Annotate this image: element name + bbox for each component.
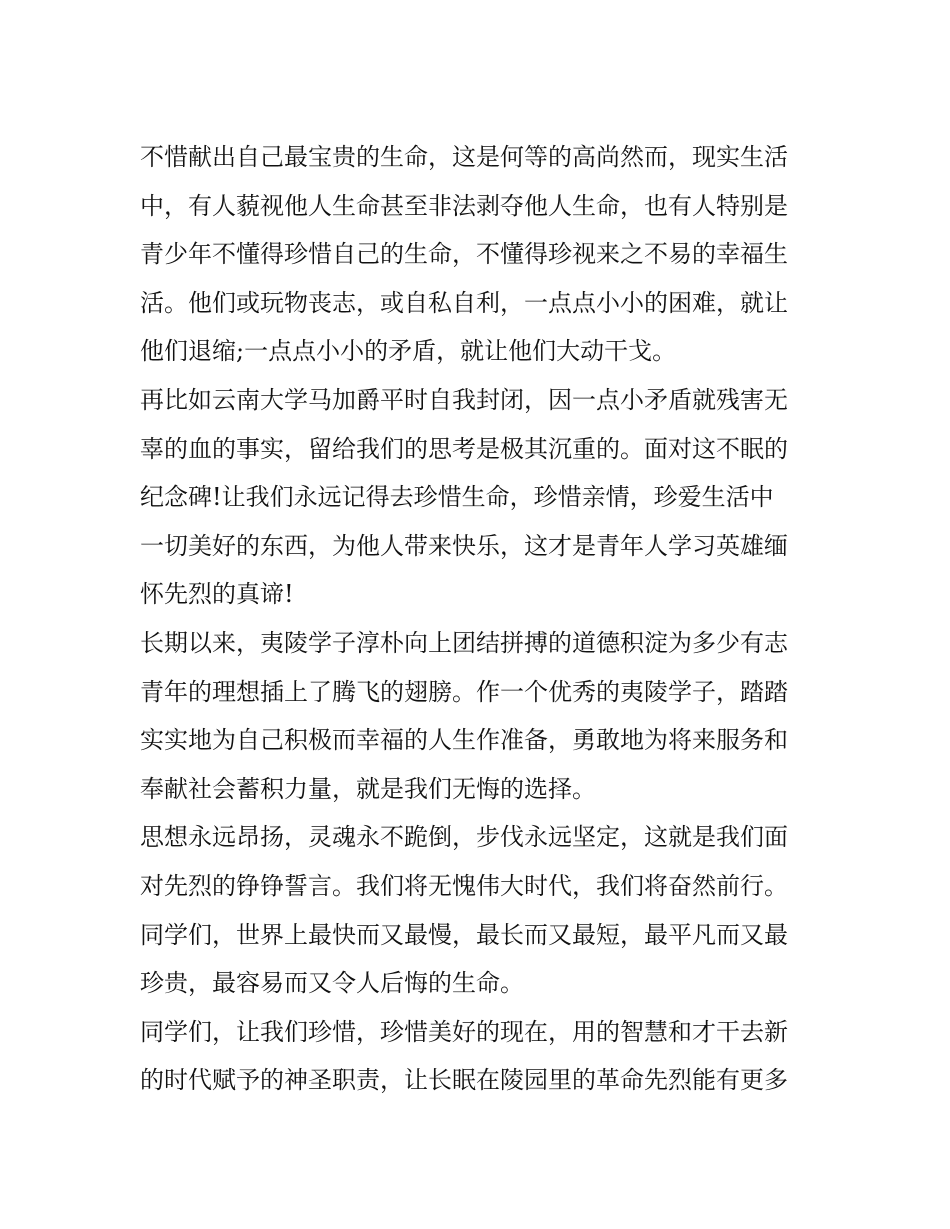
text-line: 长期以来，夷陵学子淳朴向上团结拼搏的道德积淀为多少有志 bbox=[140, 628, 788, 657]
text-line: 纪念碑!让我们永远记得去珍惜生命，珍惜亲情，珍爱生活中 bbox=[140, 483, 774, 512]
text-line: 对先烈的铮铮誓言。我们将无愧伟大时代，我们将奋然前行。 bbox=[140, 871, 788, 900]
text-line: 中，有人藐视他人生命甚至非法剥夺他人生命，也有人特别是 bbox=[140, 191, 788, 220]
text-line: 实实地为自己积极而幸福的人生作准备，勇敢地为将来服务和 bbox=[140, 726, 788, 755]
text-line: 青年的理想插上了腾飞的翅膀。作一个优秀的夷陵学子，踏踏 bbox=[140, 677, 788, 706]
text-line: 活。他们或玩物丧志，或自私自利，一点点小小的困难，就让 bbox=[140, 288, 788, 317]
text-line: 同学们，让我们珍惜，珍惜美好的现在，用的智慧和才干去新 bbox=[140, 1017, 788, 1046]
text-line: 他们退缩;一点点小小的矛盾，就让他们大动干戈。 bbox=[140, 337, 677, 366]
text-line: 怀先烈的真谛! bbox=[140, 580, 294, 609]
text-line: 一切美好的东西，为他人带来快乐，这才是青年人学习英雄缅 bbox=[140, 531, 788, 560]
text-line: 再比如云南大学马加爵平时自我封闭，因一点小矛盾就残害无 bbox=[140, 385, 788, 414]
text-line: 青少年不懂得珍惜自己的生命，不懂得珍视来之不易的幸福生 bbox=[140, 240, 788, 269]
document-body bbox=[140, 133, 812, 1105]
text-line: 同学们，世界上最快而又最慢，最长而又最短，最平凡而又最 bbox=[140, 920, 788, 949]
text-line: 奉献社会蓄积力量，就是我们无悔的选择。 bbox=[140, 774, 596, 803]
text-line: 思想永远昂扬，灵魂永不跪倒，步伐永远坚定，这就是我们面 bbox=[140, 823, 788, 852]
text-line: 辜的血的事实，留给我们的思考是极其沉重的。面对这不眠的 bbox=[140, 434, 788, 463]
text-line: 珍贵，最容易而又令人后悔的生命。 bbox=[140, 969, 524, 998]
text-line: 不惜献出自己最宝贵的生命，这是何等的高尚然而，现实生活 bbox=[140, 143, 788, 171]
text-line: 的时代赋予的神圣职责，让长眠在陵园里的革命先烈能有更多 bbox=[140, 1066, 788, 1095]
